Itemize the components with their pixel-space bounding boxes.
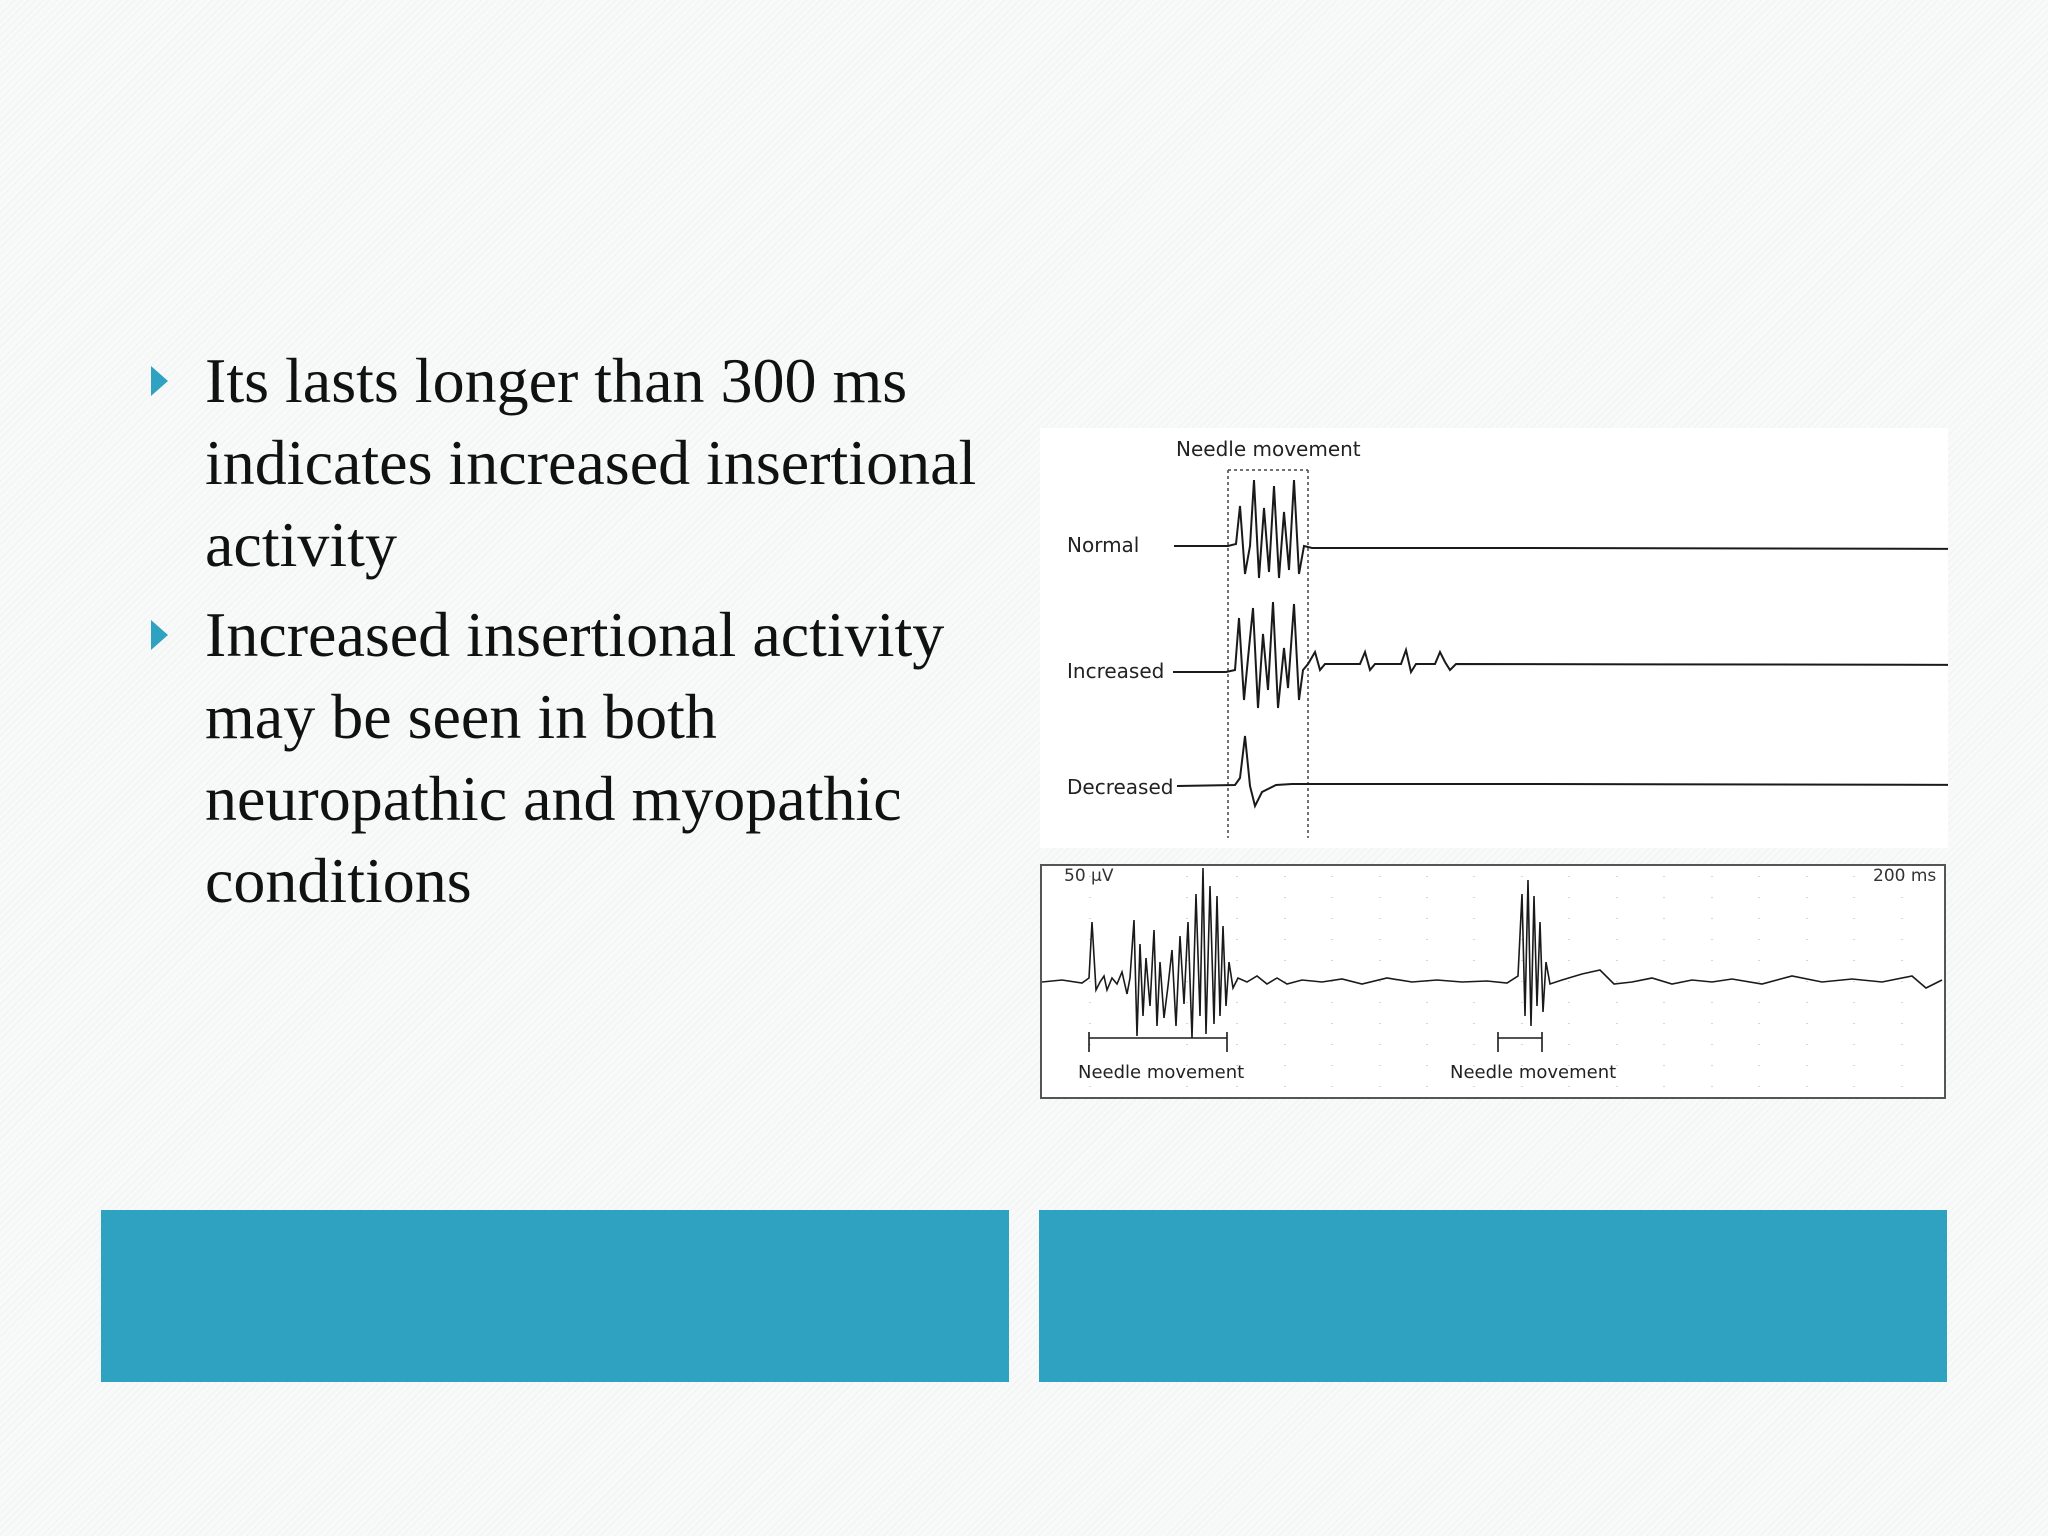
decreased-trace: [1177, 736, 1948, 806]
emg-signal: [1042, 868, 1942, 1038]
increased-trace: [1173, 602, 1948, 708]
trace-label-increased: Increased: [1067, 659, 1165, 683]
bullet-item: [145, 340, 1005, 586]
needle-movement-caption: Needle movement: [1176, 437, 1361, 461]
needle-movement-label-2: Needle movement: [1450, 1062, 1617, 1083]
needle-movement-brackets: [1089, 1032, 1542, 1052]
triangle-bullet-icon: [151, 620, 168, 650]
triangle-bullet-icon: [151, 366, 168, 396]
trace-diagram: [1040, 428, 1948, 848]
needle-movement-label-1: Needle movement: [1078, 1062, 1245, 1083]
recording-grid: [1090, 876, 1902, 1091]
bullet-text: Increased insertional activity may be seen in both neuropathic and myopathic conditions: [205, 599, 945, 916]
bullet-text: Its lasts longer than 300 ms indicates increased insertional activity: [205, 345, 977, 580]
amplitude-scale-label: 50 μV: [1064, 866, 1114, 886]
trace-label-normal: Normal: [1067, 533, 1140, 557]
insertional-activity-figure: [1040, 428, 1948, 848]
footer-band-right: [1039, 1210, 1947, 1382]
footer-band-left: [101, 1210, 1009, 1382]
trace-label-decreased: Decreased: [1067, 775, 1174, 799]
emg-recording-panel: [1040, 864, 1946, 1099]
bullet-list: [145, 340, 1005, 930]
bullet-item: [145, 594, 1005, 922]
time-scale-label: 200 ms: [1873, 866, 1937, 886]
normal-trace: [1174, 480, 1948, 578]
